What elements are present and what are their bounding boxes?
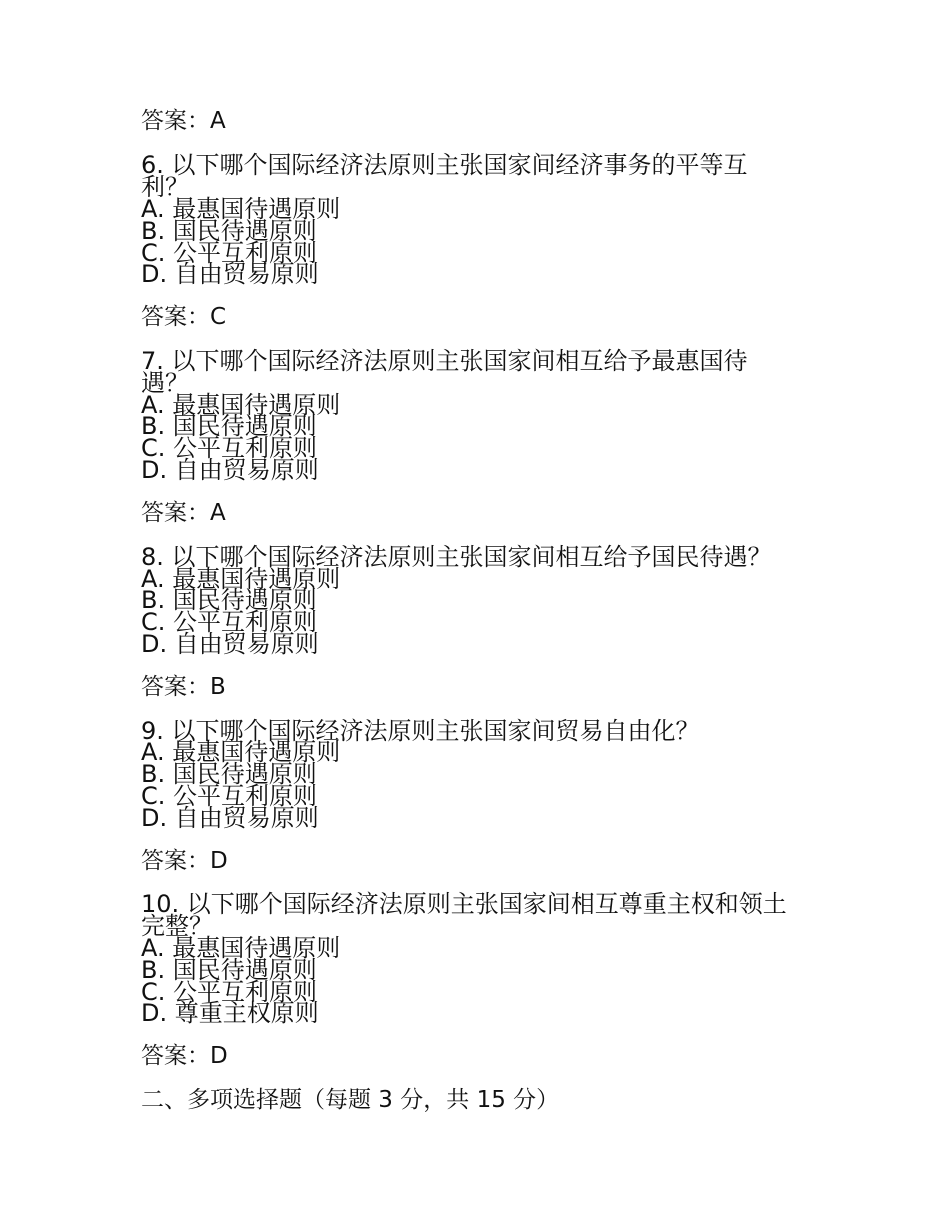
question-9-stem: 9. 以下哪个国际经济法原则主张国家间贸易自由化？ (141, 717, 700, 745)
question-6-option-b: B. 国民待遇原则 (141, 217, 317, 245)
section-heading: 二、多项选择题（每题 3 分，共 15 分） (141, 1087, 560, 1113)
question-10-option-b: B. 国民待遇原则 (141, 956, 317, 984)
question-7-option-b: B. 国民待遇原则 (141, 412, 317, 440)
question-7-option-c: C. 公平互利原则 (141, 434, 318, 462)
answer-q10: 答案：D (141, 1043, 228, 1069)
question-10-stem-line1: 10. 以下哪个国际经济法原则主张国家间相互尊重主权和领土 (141, 890, 787, 918)
question-8-option-c: C. 公平互利原则 (141, 608, 318, 636)
question-10-option-c: C. 公平互利原则 (141, 978, 318, 1006)
answer-q9: 答案：D (141, 848, 228, 874)
question-9-option-a: A. 最惠国待遇原则 (141, 738, 341, 766)
answer-q6: 答案：C (141, 304, 227, 330)
question-9-option-b: B. 国民待遇原则 (141, 760, 317, 788)
question-6-option-c: C. 公平互利原则 (141, 239, 318, 267)
question-7-stem-line1: 7. 以下哪个国际经济法原则主张国家间相互给予最惠国待 (141, 347, 748, 375)
question-6-option-a: A. 最惠国待遇原则 (141, 195, 341, 223)
question-8-stem: 8. 以下哪个国际经济法原则主张国家间相互给予国民待遇？ (141, 543, 772, 571)
question-7-option-d: D. 自由贸易原则 (141, 456, 319, 484)
answer-q7: 答案：A (141, 500, 226, 526)
question-8-option-b: B. 国民待遇原则 (141, 586, 317, 614)
answer-q5: 答案：A (141, 108, 226, 134)
question-7-option-a: A. 最惠国待遇原则 (141, 391, 341, 419)
answer-q8: 答案：B (141, 674, 226, 700)
question-8-option-d: D. 自由贸易原则 (141, 630, 319, 658)
question-6-stem-line2: 利？ (141, 173, 189, 201)
question-9-option-c: C. 公平互利原则 (141, 782, 318, 810)
question-6-stem-line1: 6. 以下哪个国际经济法原则主张国家间经济事务的平等互 (141, 151, 748, 179)
question-10-option-d: D. 尊重主权原则 (141, 999, 319, 1027)
question-6-option-d: D. 自由贸易原则 (141, 260, 319, 288)
question-10-stem-line2: 完整？ (141, 912, 213, 940)
question-8-option-a: A. 最惠国待遇原则 (141, 565, 341, 593)
question-7-stem-line2: 遇？ (141, 369, 189, 397)
question-9-option-d: D. 自由贸易原则 (141, 804, 319, 832)
question-10-option-a: A. 最惠国待遇原则 (141, 934, 341, 962)
